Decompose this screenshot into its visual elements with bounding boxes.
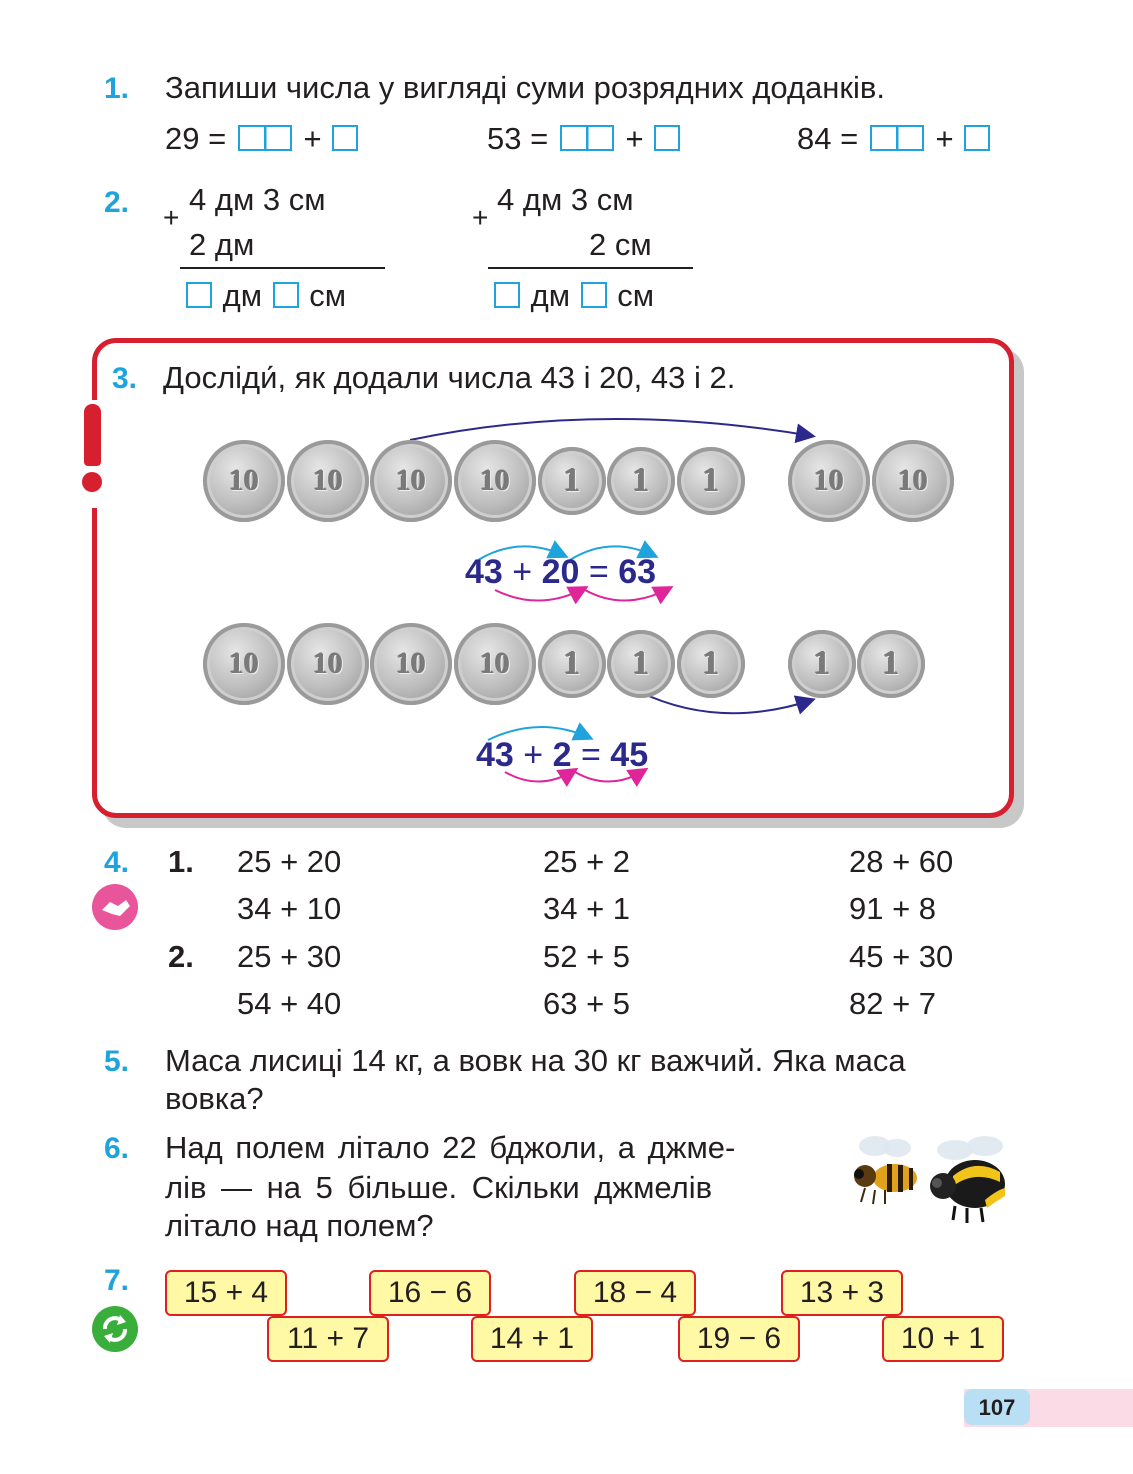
coin-10-hryvnia: 10 xyxy=(203,440,285,522)
task-3-text: Досліди́, як додали числа 43 і 20, 43 і 2. xyxy=(163,360,736,395)
expression: 25 + 2 xyxy=(543,844,631,879)
task-1-item-1: 29 = + xyxy=(165,121,360,157)
task-4-number: 4. xyxy=(104,846,130,879)
bee-icon xyxy=(854,1136,917,1204)
expression: 45 + 30 xyxy=(849,939,954,974)
task-6-line-2: лів — на 5 більше. Скільки джмелів xyxy=(165,1170,713,1205)
part-1-label: 1. xyxy=(168,844,194,879)
coin-1-hryvnia: 1 xyxy=(857,630,925,698)
expression: 63 + 5 xyxy=(543,986,631,1021)
task-1-number: 1. xyxy=(104,72,130,105)
expression-card: 14 + 1 xyxy=(471,1316,593,1362)
coin-10-hryvnia: 10 xyxy=(872,440,954,522)
addend-2: 2 см xyxy=(589,227,652,262)
task-5-number: 5. xyxy=(104,1045,130,1078)
plus-sign: + xyxy=(163,202,180,233)
expression: 34 + 10 xyxy=(237,891,342,926)
pair-work-icon xyxy=(92,884,138,930)
expression: 25 + 20 xyxy=(237,844,342,879)
coin-1-hryvnia: 1 xyxy=(538,447,606,515)
expression-card: 16 − 6 xyxy=(369,1270,491,1316)
expression: 34 + 1 xyxy=(543,891,631,926)
coin-10-hryvnia: 10 xyxy=(370,623,452,705)
task-1-item-3: 84 = + xyxy=(797,121,992,157)
task-6-line-1: Над полем літало 22 бджоли, а джме- xyxy=(165,1130,736,1165)
task-6-number: 6. xyxy=(104,1132,130,1165)
task-1-item-2: 53 = + xyxy=(487,121,682,157)
result-2: дм см xyxy=(492,278,654,314)
coin-1-hryvnia: 1 xyxy=(607,447,675,515)
coin-1-hryvnia: 1 xyxy=(607,630,675,698)
arrow-row1 xyxy=(410,419,812,440)
bee-and-bumblebee-illustration xyxy=(835,1128,1025,1228)
expression-card: 13 + 3 xyxy=(781,1270,903,1316)
expression-card: 11 + 7 xyxy=(267,1316,389,1362)
coin-10-hryvnia: 10 xyxy=(203,623,285,705)
coin-1-hryvnia: 1 xyxy=(788,630,856,698)
addend-1: 4 дм 3 см xyxy=(189,182,326,217)
coin-1-hryvnia: 1 xyxy=(538,630,606,698)
bumblebee-icon xyxy=(930,1136,1005,1223)
equation-1: 43 + 20 = 63 xyxy=(465,553,657,591)
coin-10-hryvnia: 10 xyxy=(454,440,536,522)
expression: 52 + 5 xyxy=(543,939,631,974)
expression: 91 + 8 xyxy=(849,891,937,926)
coin-10-hryvnia: 10 xyxy=(788,440,870,522)
expression: 25 + 30 xyxy=(237,939,342,974)
task-6-line-3: літало над полем? xyxy=(165,1208,434,1243)
coin-10-hryvnia: 10 xyxy=(287,623,369,705)
coin-10-hryvnia: 10 xyxy=(287,440,369,522)
result-1: дм см xyxy=(184,278,346,314)
expression-card: 15 + 4 xyxy=(165,1270,287,1316)
task-2-number: 2. xyxy=(104,186,130,219)
task-7-number: 7. xyxy=(104,1264,130,1297)
plus-sign: + xyxy=(472,202,489,233)
page-number: 107 xyxy=(964,1389,1030,1425)
task-5-line-2: вовка? xyxy=(165,1081,264,1116)
expression: 54 + 40 xyxy=(237,986,342,1021)
task-5-line-1: Маса лисиці 14 кг, а вовк на 30 кг важчий. Яка маса xyxy=(165,1043,906,1078)
coin-10-hryvnia: 10 xyxy=(454,623,536,705)
task-3-number: 3. xyxy=(112,362,138,395)
expression: 28 + 60 xyxy=(849,844,954,879)
expression-card: 10 + 1 xyxy=(882,1316,1004,1362)
addend-2: 2 дм xyxy=(189,227,255,262)
addend-1: 4 дм 3 см xyxy=(497,182,634,217)
expression-card: 18 − 4 xyxy=(574,1270,696,1316)
arrow-row2 xyxy=(640,692,812,713)
equation-2: 43 + 2 = 45 xyxy=(476,736,649,774)
part-2-label: 2. xyxy=(168,939,194,974)
expression: 82 + 7 xyxy=(849,986,937,1021)
coin-1-hryvnia: 1 xyxy=(677,447,745,515)
task-1-text: Запиши числа у вигляді суми розрядних доданків. xyxy=(165,70,885,105)
coin-10-hryvnia: 10 xyxy=(370,440,452,522)
repeat-icon xyxy=(92,1306,138,1352)
coin-1-hryvnia: 1 xyxy=(677,630,745,698)
expression-card: 19 − 6 xyxy=(678,1316,800,1362)
